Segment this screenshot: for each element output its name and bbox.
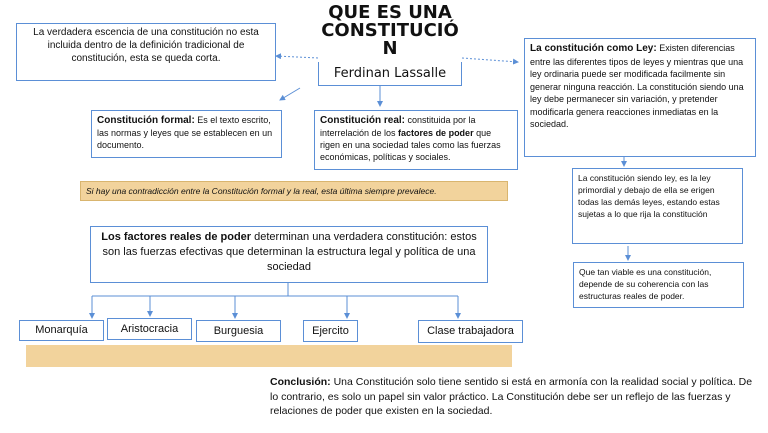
power-factors-box: [90, 226, 488, 283]
conclusion-block: [270, 375, 758, 419]
factor-label: Clase trabajadora: [427, 325, 514, 337]
essence-box: [16, 23, 276, 81]
author-name: Ferdinan Lassalle: [333, 66, 447, 81]
viability-text: Que tan viable es una constitución, depende de su coherencia con las estructuras reales de poder.: [579, 267, 712, 301]
formal-heading: Constitución formal:: [97, 115, 195, 126]
real-text-2: que rigen en una sociedad tales como las fuerzas económicas, políticas y sociales.: [320, 128, 501, 162]
arrow-title-essence: [276, 56, 318, 58]
equilibrium-banner: [26, 345, 512, 367]
author-box: [318, 62, 462, 86]
contradiction-text: Si hay una contradicción entre la Constitución formal y la real, esta última siempre prevalece.: [86, 186, 437, 196]
arrow-title-formal: [280, 88, 300, 100]
title-line-1: QUE ES UNA: [328, 2, 452, 23]
arrow-title-ley: [462, 58, 518, 62]
formal-text: Es el texto escrito, las normas y leyes que se establecen en un documento.: [97, 115, 273, 150]
constitution-law-box: [524, 38, 756, 157]
factor-box-monarchy: [19, 320, 104, 341]
viability-box: [573, 262, 744, 308]
law-heading: La constitución como Ley:: [530, 43, 657, 54]
conclusion-heading: Conclusión:: [270, 376, 331, 388]
formal-constitution-box: [91, 110, 282, 158]
factor-label: Burguesia: [213, 325, 264, 337]
contradiction-banner: [80, 181, 508, 201]
real-text-1: constituida por la interrelación de los: [320, 115, 476, 138]
real-bold: factores de poder: [398, 128, 474, 138]
power-factors-heading: Los factores reales de poder: [101, 231, 252, 243]
factor-box-aristocracy: [107, 318, 192, 340]
factor-label: Monarquía: [35, 324, 88, 336]
factor-box-army: [303, 320, 358, 342]
primordial-law-text: La constitución siendo ley, es la ley primordial y debajo de ella se erigen todas las demás leyes, estando estas sujetas a lo que rija la constitución: [578, 173, 720, 219]
conclusion-text: Una Constitución solo tiene sentido si está en armonía con la realidad social y política. De lo contrario, es solo un papel sin valor práctico. La Constitución debe ser un reflejo de las fuerzas y relaciones de poder que existen en la sociedad.: [270, 376, 753, 417]
title-line-3: N: [382, 38, 398, 59]
power-factors-text: determinan una verdadera constitución: estos son las fuerzas efectivas que determinan la estructura legal y política de una sociedad: [102, 231, 477, 273]
real-constitution-box: [314, 110, 518, 170]
factor-box-bourgeoisie: [196, 320, 281, 342]
title-block: [318, 4, 462, 58]
real-heading: Constitución real:: [320, 115, 406, 126]
factor-label: Aristocracia: [120, 323, 179, 335]
title-line-2: CONSTITUCIÓ: [321, 20, 459, 41]
factor-label: Ejercito: [312, 325, 349, 337]
factor-box-working-class: [418, 320, 523, 343]
primordial-law-box: [572, 168, 743, 244]
law-text: Existen diferencias entre las diferentes tipos de leyes y mientras que una ley ordinaria puede ser modificada facilmente sin generar ninguna reacción. La constitución siendo una ley debe permanecer sin variación, y pretender modificarla genera reacciones inmediatas en la sociedad.: [530, 43, 744, 129]
essence-text: La verdadera escencia de una constitución no esta incluida dentro de la definición tradicional de constitución, esta se queda corta.: [33, 27, 259, 64]
